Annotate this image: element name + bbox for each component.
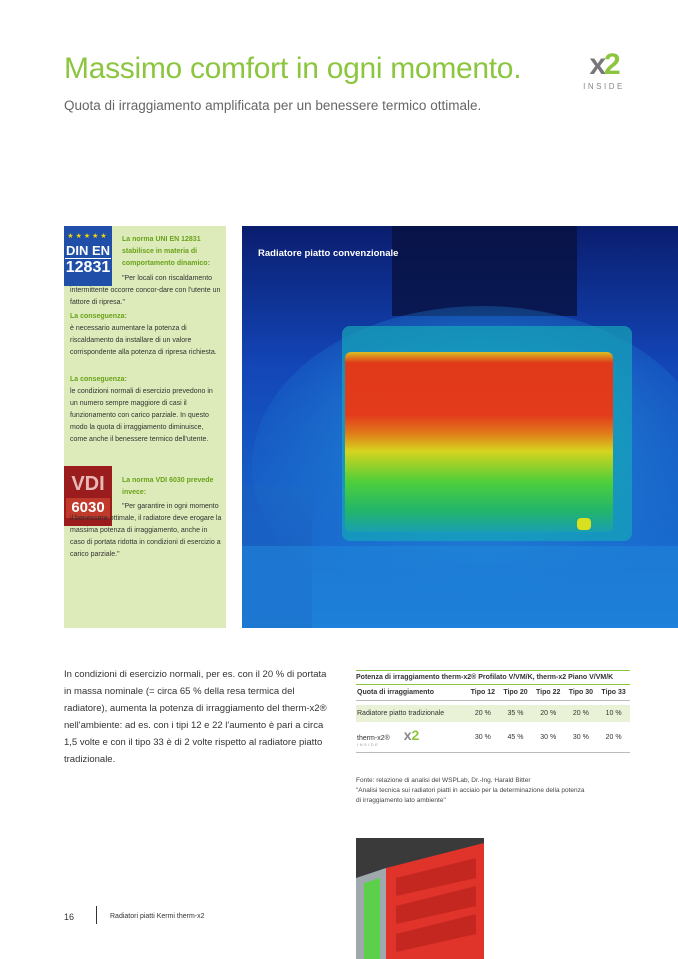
source-line: "Analisi tecnica sui radiatori piatti in acciaio per la determinazione della potenza	[356, 787, 585, 794]
row-label: Radiatore piatto tradizionale	[356, 705, 466, 722]
consequence-2-text: le condizioni normali di esercizio prevedono in un numero sempre maggiore di casi il funzionamento con carico parziale. In questo modo la quota di irraggiamento diminuisce, come anche il benessere termico dell'utente.	[70, 388, 213, 443]
table-header: Tipo 22	[536, 689, 561, 696]
footer-text: Radiatori piatti Kermi therm-x2	[110, 913, 205, 920]
source-line: Fonte: relazione di analisi del WSPLab, Dr.-Ing. Harald Bitter	[356, 777, 531, 784]
table-cell: 10 %	[597, 705, 630, 722]
radiator-3d-illustration	[356, 838, 484, 959]
table-cell: 20 %	[605, 733, 622, 741]
din-quote: "Per locali con riscaldamento intermittente occorre concor-dare con l'utente un fattore di ripresa."	[70, 275, 221, 306]
page-number: 16	[64, 912, 75, 922]
row-label: therm-x2®	[357, 735, 390, 742]
table-title: Potenza di irraggiamento therm-x2® Profilato V/VM/K, therm-x2 Piano V/VM/K	[356, 670, 630, 685]
page-title: Massimo comfort in ogni momento.	[64, 52, 522, 85]
consequence-1-heading: La conseguenza:	[70, 313, 127, 320]
table-cell: 30 %	[572, 733, 589, 741]
table-header: Tipo 33	[601, 689, 626, 696]
x2-inside-logo	[576, 50, 632, 91]
source-line: di irraggiamento lato ambiente"	[356, 797, 446, 804]
thermal-image	[242, 226, 678, 628]
table-header: Tipo 12	[470, 689, 496, 696]
small-logo-2: 2	[411, 727, 420, 743]
table-row	[356, 722, 630, 753]
vdi-quote: "Per garantire in ogni momento il benessere ottimale, il radiatore deve erogare la massima potenza di irraggiamento, anche in caso di portata ridotta in condizioni di esercizio a carico parziale."	[70, 503, 222, 558]
consequence-2-heading: La conseguenza:	[70, 376, 127, 383]
radiator-thermal-thumbnail	[356, 838, 484, 959]
source-note	[356, 776, 656, 806]
footer-divider	[96, 906, 97, 924]
thermal-radiator-illustration	[242, 226, 678, 628]
table-cell: 45 %	[507, 733, 524, 741]
table-cell: 20 %	[466, 705, 499, 722]
table-header: Tipo 30	[568, 689, 594, 696]
table-header: Tipo 20	[503, 689, 528, 696]
table-row	[356, 705, 630, 722]
page-subtitle: Quota di irraggiamento amplificata per un benessere termico ottimale.	[64, 98, 482, 113]
table-cell: 20 %	[565, 705, 598, 722]
small-logo-x: x	[403, 727, 412, 743]
din-badge-line2: 12831	[65, 259, 111, 276]
logo-2: 2	[604, 48, 619, 81]
table-cell: 30 %	[540, 733, 557, 741]
logo-inside: INSIDE	[583, 82, 625, 91]
photo-label: Radiatore piatto convenzionale	[258, 248, 399, 259]
eu-stars-icon: ★★★★★	[67, 233, 109, 240]
vdi-heading: La norma VDI 6030 prevede invece:	[122, 477, 214, 496]
logo-x: x	[589, 48, 604, 81]
vdi-badge-line1: VDI	[71, 473, 105, 495]
standards-sidebar	[64, 226, 226, 628]
table-cell: 20 %	[532, 705, 565, 722]
table-header: Quota di irraggiamento	[357, 689, 435, 696]
consequence-1-text: è necessario aumentare la potenza di riscaldamento da installare di un valore corrispondente alla potenza di ripresa richiesta.	[70, 325, 217, 356]
din-badge-line1: DIN EN	[65, 243, 111, 258]
din-heading: La norma UNI EN 12831 stabilisce in materia di comportamento dinamico:	[122, 236, 210, 267]
body-paragraph: In condizioni di esercizio normali, per es. con il 20 % di portata in massa nominale (= circa 65 % della resa termica del radiatore), aumenta la potenza di irraggiamento del therm-x2® nell'ambiente: ad es. con i tipi 12 e 22 l'aumento è pari a circa 1,5 volte e con il tipo 33 è di 2 volte rispetto al radiatore piatto tradizionale.	[64, 669, 327, 765]
small-logo-inside: INSIDE	[357, 742, 380, 747]
table-cell: 35 %	[499, 705, 532, 722]
radiation-table	[356, 670, 630, 753]
vdi-badge-line2: 6030	[66, 498, 110, 518]
table-cell: 30 %	[474, 733, 491, 741]
